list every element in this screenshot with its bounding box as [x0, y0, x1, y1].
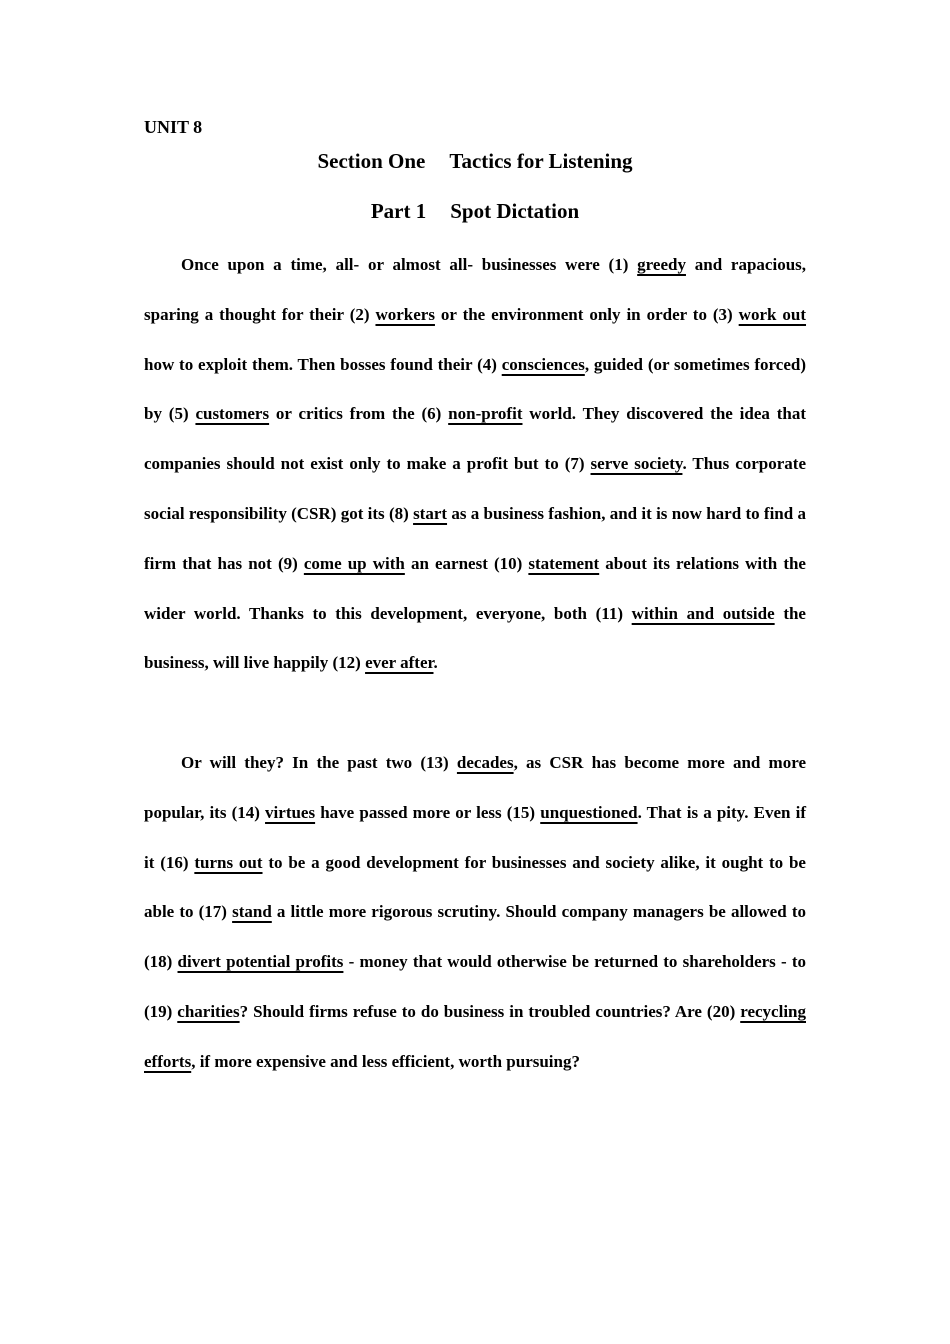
paragraph-1	[144, 240, 806, 688]
text-segment: or critics from the (6)	[269, 404, 449, 424]
text-segment: , guided (or sometimes forced) by (5)	[144, 354, 806, 424]
text-segment: , if more expensive and less efficient, worth pursuing?	[191, 1051, 580, 1071]
text-segment: a little more rigorous scrutiny. Should company managers be allowed to (18)	[144, 902, 806, 972]
text-segment: have passed more or less (15)	[315, 802, 541, 822]
answer-1: greedy	[637, 255, 686, 274]
text-segment: Once upon a time, all- or almost all- businesses were (1)	[181, 255, 638, 274]
text-segment: the business, will live happily (12)	[144, 603, 806, 673]
answer-12: ever after	[365, 653, 434, 673]
answer-5: customers	[195, 404, 270, 424]
answer-16: turns out	[194, 852, 263, 872]
part-title	[0, 198, 950, 224]
unit-label: UNIT 8	[144, 117, 203, 137]
answer-13: decades	[456, 753, 514, 772]
text-segment: and rapacious, sparing a thought for their (2)	[144, 255, 807, 324]
text-segment: , as CSR has become more and more popular, its (14)	[144, 753, 807, 822]
answer-4: consciences	[501, 354, 585, 374]
answer-8: start	[413, 503, 448, 523]
answer-19: charities	[177, 1001, 240, 1021]
answer-15: unquestioned	[540, 802, 638, 822]
part-name: Spot Dictation	[450, 199, 580, 223]
text-segment: .	[433, 653, 438, 673]
text-segment: as a business fashion, and it is now hard to find a firm that has not (9)	[144, 503, 806, 573]
section-label: Section One	[317, 149, 426, 173]
text-segment: . That is a pity. Even if it (16)	[144, 802, 806, 872]
section-name: Tactics for Listening	[449, 149, 633, 173]
answer-17: stand	[232, 902, 272, 922]
answer-9: come up with	[303, 553, 405, 573]
answer-10: statement	[528, 553, 600, 573]
text-segment: Or will they? In the past two (13)	[181, 753, 457, 772]
answer-3: work out	[738, 304, 807, 324]
text-segment: world. They discovered the idea that companies should not exist only to make a profit but to (7)	[144, 404, 806, 474]
part-label: Part 1	[370, 199, 427, 223]
answer-14: virtues	[265, 802, 316, 822]
answer-7: serve society	[590, 454, 683, 474]
paragraph-2	[144, 738, 806, 1087]
answer-20: recycling efforts	[144, 1001, 806, 1071]
text-segment: about its relations with the wider world. Thanks to this development, everyone, both (11)	[144, 553, 806, 623]
answer-6: non-profit	[448, 404, 523, 424]
text-segment: to be a good development for businesses and society alike, it ought to be able to (17)	[144, 852, 806, 922]
answer-11: within and outside	[631, 603, 775, 623]
section-title	[0, 148, 950, 174]
text-segment: or the environment only in order to (3)	[434, 304, 739, 324]
text-segment: how to exploit them. Then bosses found their (4)	[144, 354, 502, 374]
text-segment: - money that would otherwise be returned to shareholders - to (19)	[144, 952, 806, 1021]
answer-2: workers	[375, 304, 435, 324]
text-segment: ? Should firms refuse to do business in troubled countries? Are (20)	[239, 1001, 741, 1021]
text-segment: . Thus corporate social responsibility (CSR) got its (8)	[144, 454, 807, 523]
answer-18: divert potential profits	[177, 952, 344, 972]
text-segment: an earnest (10)	[404, 553, 529, 573]
